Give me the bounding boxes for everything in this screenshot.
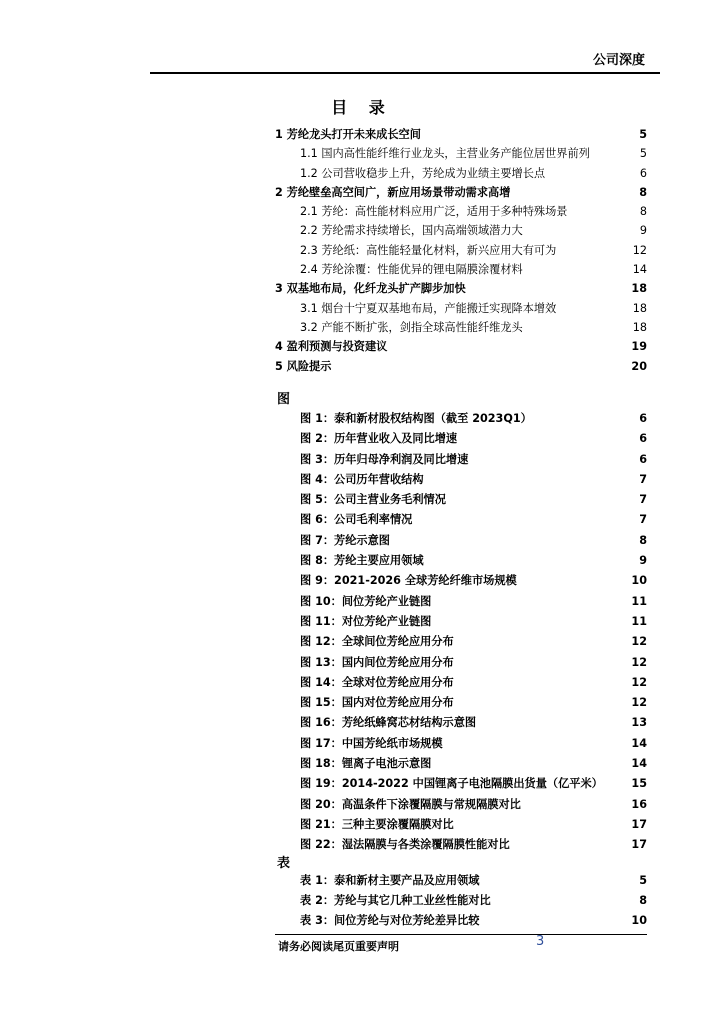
figure-entry-page: 7 [639, 493, 647, 507]
table-entry-text: 表 3：间位芳纶与对位芳纶差异比较 [300, 914, 480, 927]
toc-entry-page: 5 [639, 147, 647, 161]
figure-entry[interactable] [300, 653, 647, 673]
toc-title: 目 录 [331, 98, 393, 117]
toc-entry-text: 3.1 烟台十宁夏双基地布局，产能搬迁实现降本增效 [300, 301, 557, 315]
toc-entry[interactable] [275, 279, 647, 298]
figure-entry-page: 6 [639, 452, 647, 466]
figure-entry-page: 16 [631, 797, 647, 811]
figure-entry[interactable] [300, 551, 647, 571]
figure-entry-text: 图 18：锂离子电池示意图 [300, 757, 432, 771]
toc-entry-text: 1 芳纶龙头打开未来成长空间 [275, 128, 421, 141]
figure-entry[interactable] [300, 470, 647, 490]
toc-entry-text: 3 双基地布局，化纤龙头扩产脚步加快 [275, 282, 466, 296]
figures-list [300, 409, 647, 856]
figure-entry[interactable] [300, 409, 647, 429]
figure-entry-text: 图 16：芳纶纸蜂窝芯材结构示意图 [300, 716, 477, 730]
header-label: 公司深度 [592, 53, 645, 68]
table-entry-text: 表 2：芳纶与其它几种工业丝性能对比 [300, 894, 491, 907]
tables-list [300, 871, 647, 931]
figures-label: 图 [277, 392, 291, 407]
figure-entry-text: 图 4：公司历年营收结构 [300, 472, 424, 486]
toc-entry[interactable] [275, 318, 647, 337]
figure-entry-page: 12 [631, 696, 647, 710]
figure-entry-text: 图 11：对位芳纶产业链图 [300, 614, 432, 628]
figure-entry-page: 13 [631, 716, 647, 730]
toc-entry[interactable] [275, 144, 647, 163]
toc-entry-text: 5 风险提示 [275, 359, 332, 373]
figure-entry[interactable] [300, 754, 647, 774]
figure-entry-page: 10 [631, 574, 647, 588]
footer-rule [275, 934, 647, 935]
figure-entry[interactable] [300, 510, 647, 530]
figure-entry-page: 17 [631, 817, 647, 831]
page-number: 3 [536, 934, 545, 949]
figure-entry-page: 9 [639, 554, 647, 568]
figure-entry-text: 图 2：历年营业收入及同比增速 [300, 432, 458, 446]
figure-entry-text: 图 9：2021-2026 全球芳纶纤维市场规模 [300, 574, 517, 588]
toc-entry-text: 2 芳纶壁垒高空间广，新应用场景带动需求高增 [275, 185, 511, 199]
figure-entry-text: 图 21：三种主要涂覆隔膜对比 [300, 817, 454, 831]
table-entry-page: 5 [639, 874, 647, 887]
figure-entry-page: 6 [639, 432, 647, 446]
figure-entry-page: 11 [631, 594, 647, 608]
figure-entry-text: 图 22：湿法隔膜与各类涂覆隔膜性能对比 [300, 838, 510, 852]
toc-entry[interactable] [275, 241, 647, 260]
figure-entry[interactable] [300, 713, 647, 733]
figure-entry[interactable] [300, 531, 647, 551]
figure-entry-text: 图 19：2014-2022 中国锂离子电池隔膜出货量（亿平米） [300, 777, 603, 791]
figure-entry-page: 14 [631, 736, 647, 750]
header-rule [150, 72, 660, 74]
figure-entry-text: 图 5：公司主营业务毛利情况 [300, 493, 446, 507]
toc-entry-page: 9 [639, 224, 647, 238]
figure-entry[interactable] [300, 774, 647, 794]
figure-entry-page: 14 [631, 757, 647, 771]
toc-entry-text: 1.1 国内高性能纤维行业龙头，主营业务产能位居世界前列 [300, 147, 590, 161]
figure-entry[interactable] [300, 632, 647, 652]
figure-entry[interactable] [300, 734, 647, 754]
toc-entry[interactable] [275, 164, 647, 183]
figure-entry[interactable] [300, 490, 647, 510]
figure-entry-text: 图 15：国内对位芳纶应用分布 [300, 696, 454, 710]
toc-entry-text: 2.1 芳纶：高性能材料应用广泛，适用于多种特殊场景 [300, 205, 568, 219]
figure-entry-page: 7 [639, 513, 647, 527]
toc-entry[interactable] [275, 299, 647, 318]
figure-entry[interactable] [300, 429, 647, 449]
toc-entry-page: 14 [632, 263, 647, 277]
figure-entry-page: 6 [639, 412, 647, 425]
toc-entry[interactable] [275, 357, 647, 376]
toc-entry-page: 6 [639, 166, 647, 180]
figure-entry-text: 图 14：全球对位芳纶应用分布 [300, 675, 454, 689]
toc-entry-page: 18 [631, 282, 647, 296]
toc-entry-page: 20 [631, 359, 647, 373]
figure-entry-page: 15 [631, 777, 647, 791]
toc-entry-page: 19 [631, 340, 647, 354]
figure-entry[interactable] [300, 612, 647, 632]
toc-entry-text: 4 盈利预测与投资建议 [275, 340, 388, 354]
figure-entry[interactable] [300, 815, 647, 835]
figure-entry-text: 图 3：历年归母净利润及同比增速 [300, 452, 469, 466]
toc-entry[interactable] [275, 125, 647, 144]
toc-entry[interactable] [275, 183, 647, 202]
toc-entry[interactable] [275, 337, 647, 356]
toc-entry[interactable] [275, 202, 647, 221]
figure-entry-text: 图 10：间位芳纶产业链图 [300, 594, 432, 608]
table-entry-page: 10 [631, 914, 647, 927]
toc-entry-page: 8 [639, 185, 647, 199]
figure-entry[interactable] [300, 673, 647, 693]
figure-entry[interactable] [300, 795, 647, 815]
toc-entry[interactable] [275, 260, 647, 279]
table-entry[interactable] [300, 891, 647, 911]
figure-entry[interactable] [300, 450, 647, 470]
toc-entry[interactable] [275, 221, 647, 240]
table-entry-page: 8 [639, 894, 647, 907]
figure-entry-page: 7 [639, 472, 647, 486]
figure-entry-text: 图 12：全球间位芳纶应用分布 [300, 635, 454, 649]
figure-entry-text: 图 8：芳纶主要应用领域 [300, 554, 424, 568]
table-entry[interactable] [300, 911, 647, 931]
toc-entry-page: 5 [639, 128, 647, 141]
figure-entry[interactable] [300, 592, 647, 612]
figure-entry-page: 12 [631, 635, 647, 649]
toc-entry-text: 2.3 芳纶纸：高性能轻量化材料，新兴应用大有可为 [300, 243, 557, 257]
toc-entry-text: 2.2 芳纶需求持续增长，国内高端领域潜力大 [300, 224, 523, 238]
figure-entry-text: 图 20：高温条件下涂覆隔膜与常规隔膜对比 [300, 797, 521, 811]
figure-entry[interactable] [300, 693, 647, 713]
footer-disclaimer: 请务必阅读尾页重要声明 [278, 940, 399, 953]
figure-entry-text: 图 6：公司毛利率情况 [300, 513, 413, 527]
figure-entry-text: 图 17：中国芳纶纸市场规模 [300, 736, 443, 750]
toc-entry-page: 18 [632, 301, 647, 315]
figure-entry-text: 图 7：芳纶示意图 [300, 533, 390, 547]
figure-entry-page: 12 [631, 675, 647, 689]
tables-label: 表 [277, 856, 291, 871]
figure-entry[interactable] [300, 571, 647, 591]
figure-entry-page: 12 [631, 655, 647, 669]
table-entry[interactable] [300, 871, 647, 891]
table-entry-text: 表 1：泰和新材主要产品及应用领域 [300, 874, 480, 887]
toc-entry-text: 2.4 芳纶涂覆：性能优异的锂电隔膜涂覆材料 [300, 263, 523, 277]
toc-list [275, 125, 647, 376]
figure-entry-text: 图 13：国内间位芳纶应用分布 [300, 655, 454, 669]
toc-entry-text: 1.2 公司营收稳步上升，芳纶成为业绩主要增长点 [300, 166, 546, 180]
toc-entry-page: 18 [632, 320, 647, 334]
figure-entry[interactable] [300, 835, 647, 855]
figure-entry-page: 8 [639, 533, 647, 547]
toc-entry-page: 12 [632, 243, 647, 257]
figure-entry-text: 图 1：泰和新材股权结构图（截至 2023Q1） [300, 412, 532, 425]
toc-entry-page: 8 [639, 205, 647, 219]
figure-entry-page: 11 [631, 614, 647, 628]
toc-entry-text: 3.2 产能不断扩张，剑指全球高性能纤维龙头 [300, 320, 523, 334]
figure-entry-page: 17 [631, 838, 647, 852]
